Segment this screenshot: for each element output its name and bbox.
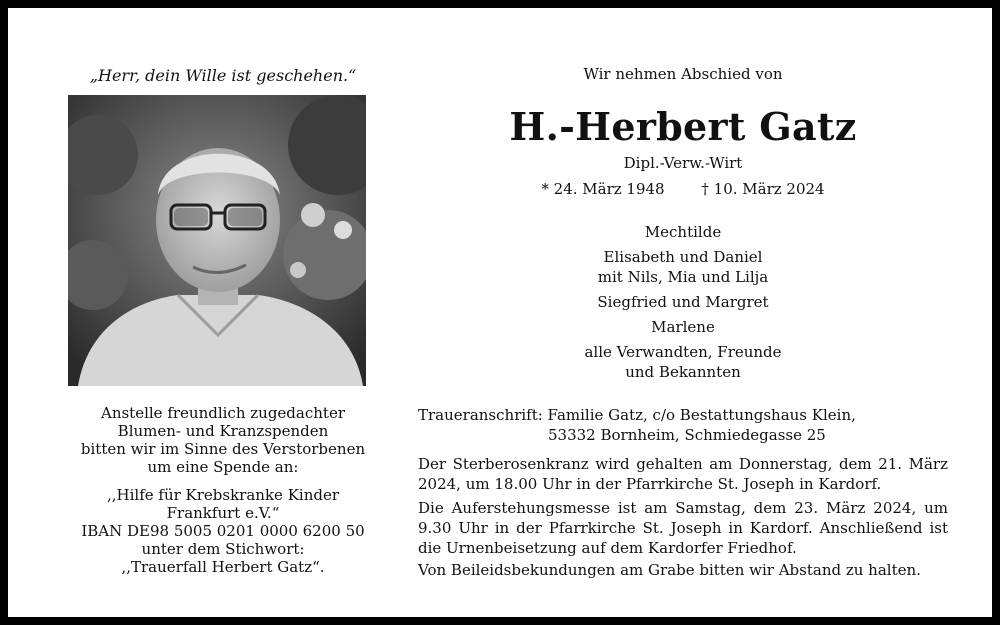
donation-intro: Anstelle freundlich zugedachter Blumen- und Kranzspenden bitten wir im Sinne des Verstorbenen um eine Spende an:: [80, 404, 366, 476]
life-dates: [418, 180, 948, 198]
mourner: Mechtilde: [644, 223, 722, 241]
mourner: Siegfried und Margret: [597, 293, 769, 311]
deceased-title: Dipl.-Verw.-Wirt: [623, 154, 743, 172]
mourner: alle Verwandten, Freunde: [584, 343, 782, 361]
birth-date: * 24. März 1948: [541, 180, 665, 198]
quote: „Herr, dein Wille ist geschehen.“: [89, 66, 357, 85]
mourner: Elisabeth und Daniel mit Nils, Mia und Lilja: [597, 248, 769, 286]
mourner: Marlene: [651, 318, 715, 336]
deceased-name: H.-Herbert Gatz: [509, 104, 857, 149]
donation-request: [28, 404, 418, 586]
farewell-intro: Wir nehmen Abschied von: [583, 65, 783, 83]
mourner: und Bekannten: [625, 363, 741, 381]
portrait-image: [68, 95, 366, 386]
condolence-notice: Von Beileidsbekundungen am Grabe bitten wir Abstand zu halten.: [418, 561, 921, 579]
portrait-photo: [68, 95, 366, 386]
mass-notice: Die Auferstehungsmesse ist am Samstag, dem 23. März 2024, um 9.30 Uhr in der Pfarrkirche St. Joseph in Kardorf. Anschließend ist die Urnenbeisetzung auf dem Kardorfer Friedhof.: [418, 499, 948, 557]
donation-details: ,,Hilfe für Krebskranke Kinder Frankfurt e.V.“ IBAN DE98 5005 0201 0000 6200 50 unter dem Stichwort: ,,Trauerfall Herbert Gatz“.: [81, 486, 365, 576]
rosary-notice: Der Sterberosenkranz wird gehalten am Donnerstag, dem 21. März 2024, um 18.00 Uhr in der Pfarrkirche St. Joseph in Kardorf.: [418, 455, 948, 493]
mourning-address: Traueranschrift: Familie Gatz, c/o Bestattungshaus Klein, 53332 Bornheim, Schmiedegasse 25: [418, 406, 856, 444]
mourners-list: [418, 222, 948, 387]
death-date: † 10. März 2024: [701, 180, 825, 198]
